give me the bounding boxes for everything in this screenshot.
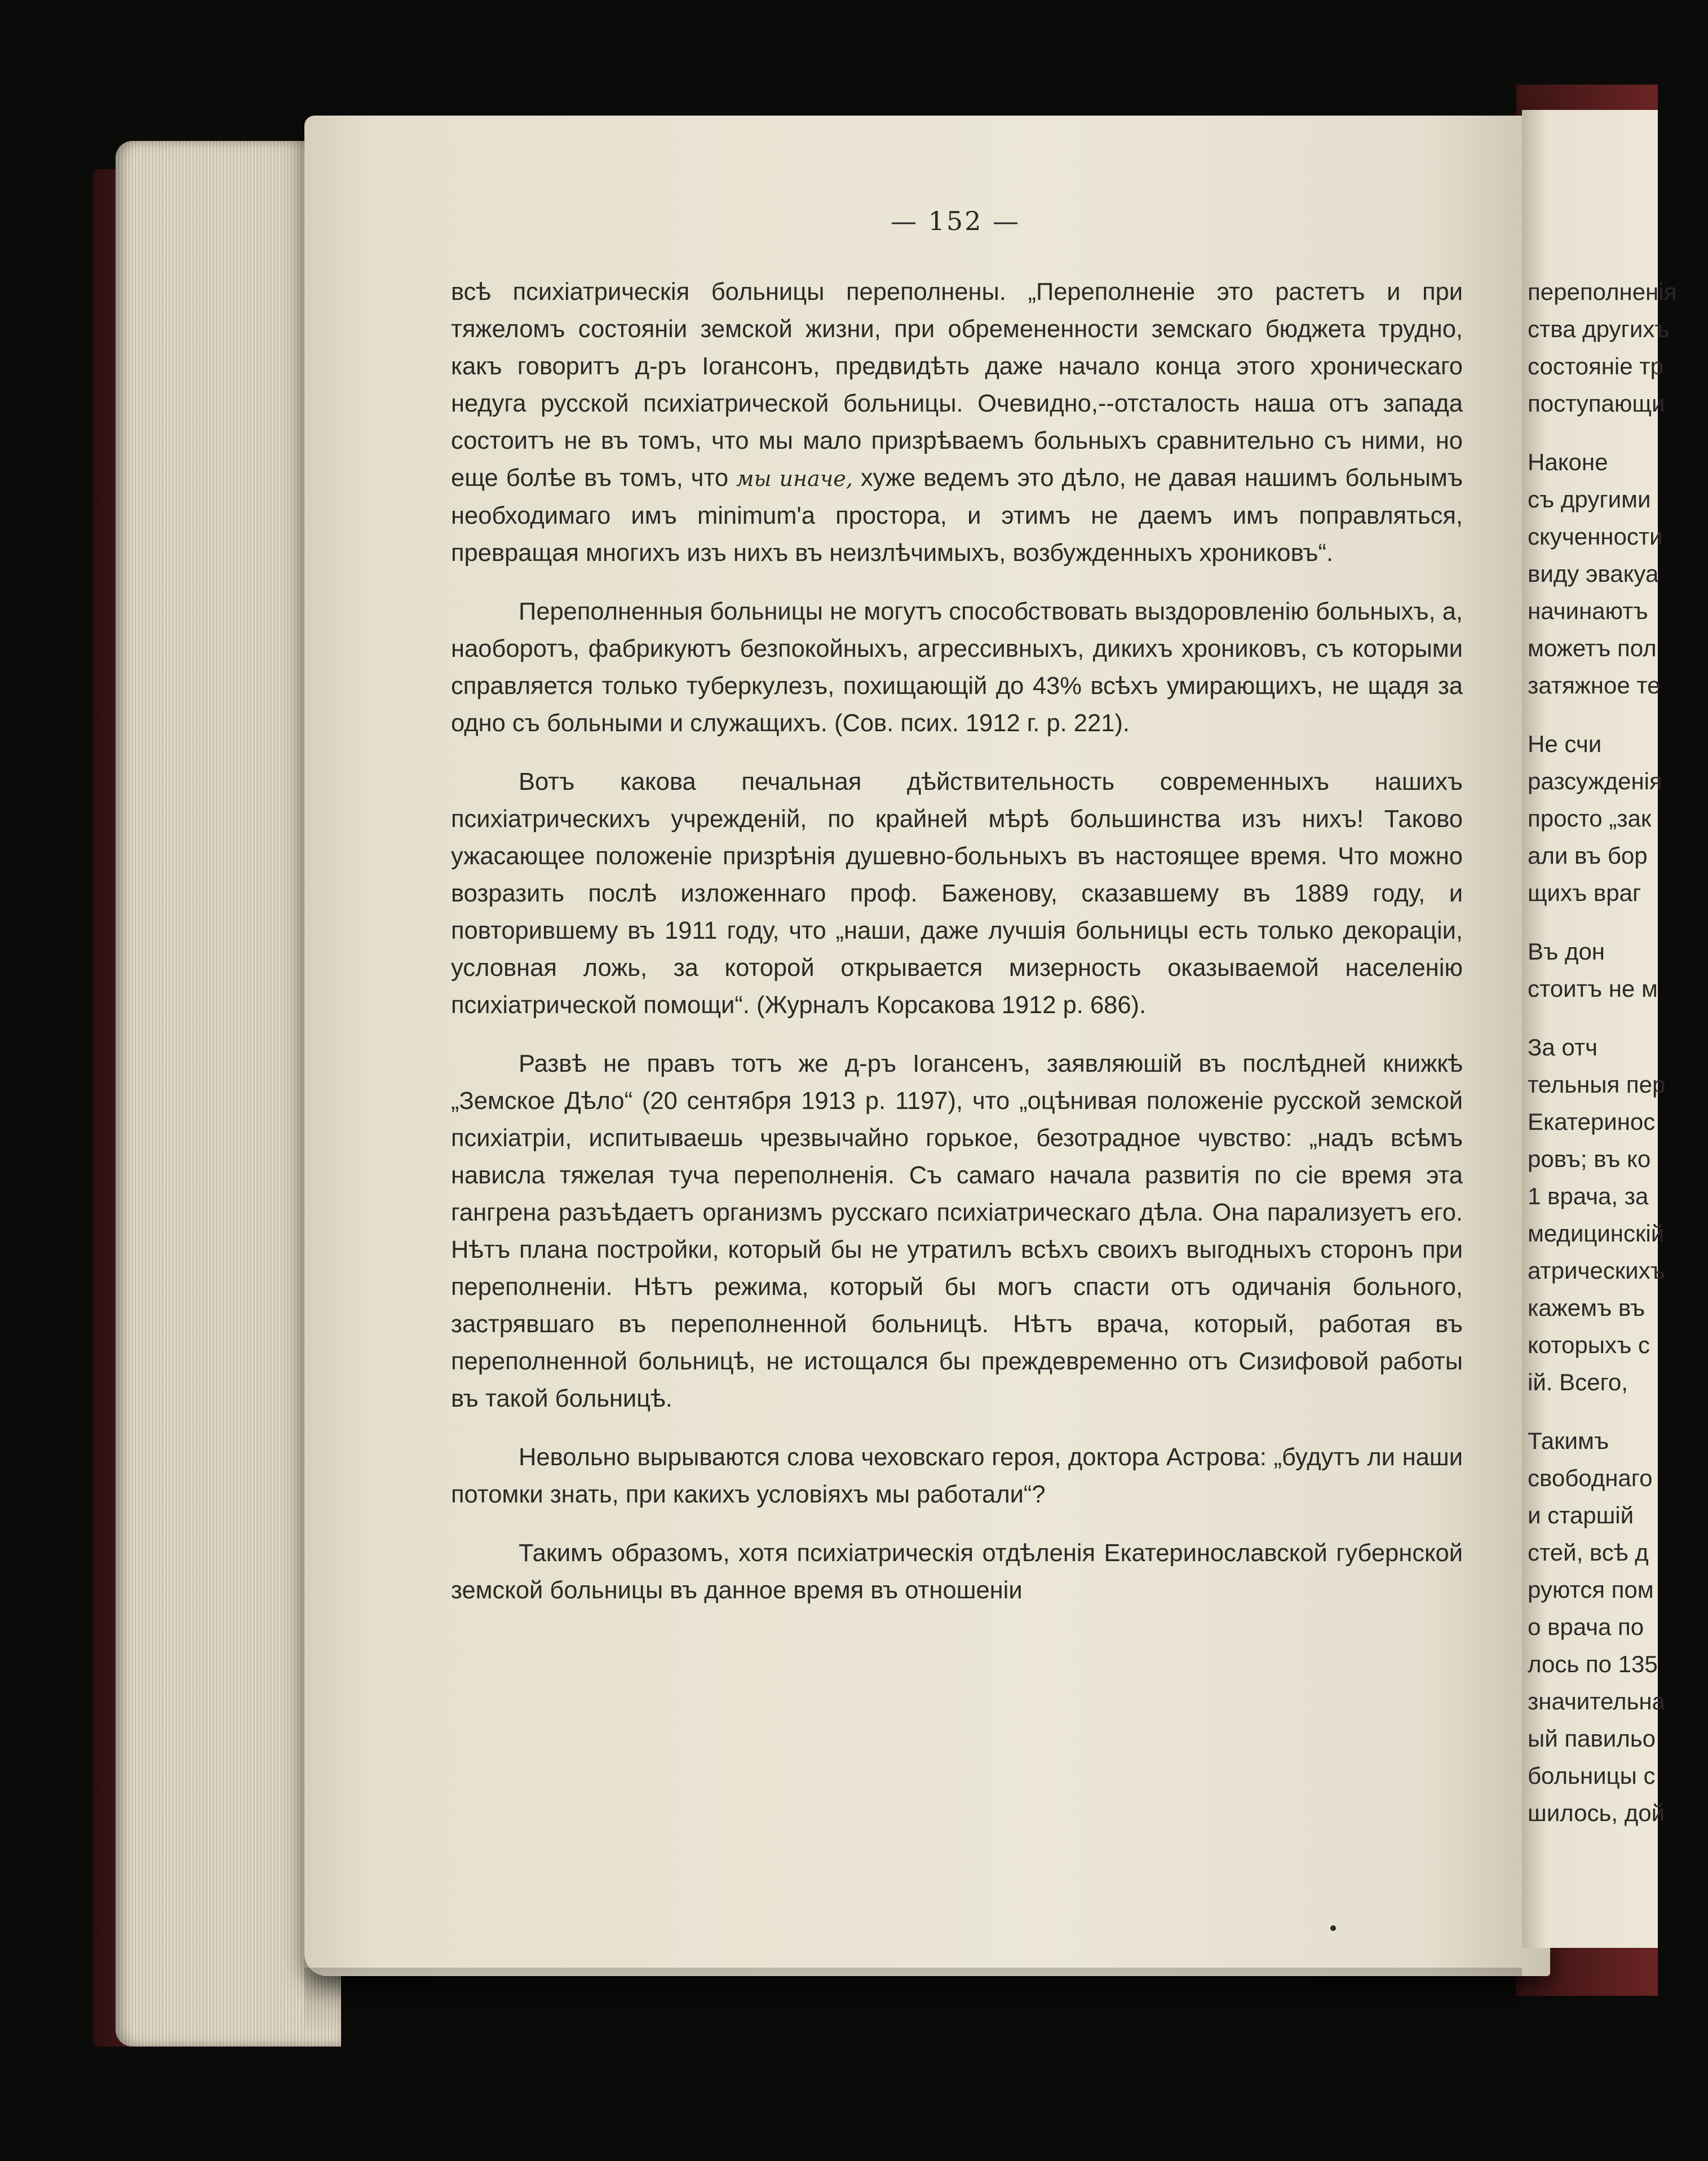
page-text <box>451 273 1463 1630</box>
next-page-line: которыхъ с <box>1528 1332 1650 1358</box>
next-page-gap <box>1528 912 1708 933</box>
next-page-line: виду эвакуа <box>1528 560 1659 587</box>
next-page-line: стоитъ не м <box>1528 975 1658 1002</box>
paragraph-1-end: хуже ведемъ это дѣло, не давая нашимъ больнымъ необходимаго имъ minimum'а простора, и этимъ не даемъ имъ поправляться, превращая многихъ изъ нихъ въ неизлѣчимыхъ, возбужденныхъ хрониковъ“. <box>451 465 1463 567</box>
next-page-line: стей, всѣ д <box>1528 1539 1649 1566</box>
next-page-gap <box>1528 704 1708 726</box>
next-page-line: щихъ враг <box>1528 880 1641 906</box>
next-page-line: поступающи <box>1528 390 1665 417</box>
next-page-line: начинаютъ <box>1528 598 1648 624</box>
paragraph-4: Развѣ не правъ тотъ же д-ръ Іогансенъ, заявляюшій въ послѣдней книжкѣ „Земское Дѣло“ (20 сентября 1913 р. 1197), что „оцѣнивая положеніе русской земской психіатріи, испитываешь чрезвычайно горькое, безотрадное чувство: „надъ всѣмъ нависла тяжелая туча переполненія. Съ самаго начала развитія по сіе время эта гангрена разъѣдаетъ организмъ русскаго психіатрическаго дѣла. Она парализуетъ его. Нѣтъ плана постройки, который бы не утратилъ всѣхъ своихъ выгодныхъ сторонъ при переполненіи. Нѣтъ режима, который бы могъ спасти отъ одичанія больного, застрявшаго въ переполненной больницѣ. Нѣтъ врача, который, работая въ переполненной больницѣ, не истощался бы преждевременно отъ Сизифовой работы въ такой больницѣ. <box>451 1050 1463 1412</box>
next-page-line: значительна <box>1528 1688 1665 1714</box>
next-page-gap <box>1528 422 1708 444</box>
next-page-line: съ другими <box>1528 486 1651 512</box>
next-page-line: руются пом <box>1528 1576 1654 1603</box>
next-page-line: ства другихъ <box>1528 316 1670 342</box>
paragraph-5: Невольно вырываются слова чеховскаго героя, доктора Астрова: „будутъ ли наши потомки знать, при какихъ условіяхъ мы работали“? <box>451 1444 1463 1508</box>
paragraph-6: Такимъ образомъ, хотя психіатрическія отдѣленія Екатеринославской губернской земской больницы въ данное время въ отношеніи <box>451 1540 1463 1604</box>
next-page-line: и старшій <box>1528 1502 1634 1528</box>
next-page-line: За отч <box>1528 1034 1598 1060</box>
paragraph-3: Вотъ какова печальная дѣйствительность современныхъ нашихъ психіатрическихъ учрежденій, по крайней мѣрѣ большинства изъ нихъ! Таково ужасающее положеніе призрѣнія душевно-больныхъ въ настоящее время. Что можно возразить послѣ изложеннаго проф. Баженову, сказавшему въ 1889 году, и повторившему въ 1911 году, что „наши, даже лучшія больницы есть только декораціи, условная ложь, за которой открывается мизерность оказываемой населенію психіатрической помощи“. (Журналъ Корсакова 1912 р. 686). <box>451 768 1463 1019</box>
next-page-line: али въ бор <box>1528 842 1648 869</box>
next-page-line: тельныя пер <box>1528 1071 1666 1098</box>
paragraph-2: Переполненныя больницы не могутъ способствовать выздоровленію больныхъ, а, наоборотъ, фабрикуютъ безпокойныхъ, агрессивныхъ, дикихъ хрониковъ, съ которыми справляется только туберкулезъ, похищающій до 43% всѣхъ умирающихъ, не щадя за одно съ больными и служащихъ. (Сов. псих. 1912 г. р. 221). <box>451 598 1463 737</box>
next-page-line: переполненія <box>1528 279 1677 305</box>
next-page-line: Въ дон <box>1528 938 1605 965</box>
paragraph-1-start: всѣ психіатрическія больницы переполнены. „Переполненіе это растетъ и при тяжеломъ состояніи земской жизни, при обремененности земскаго бюджета трудно, какъ говоритъ д-ръ Іогансонъ, предвидѣть даже начало конца этого хроническаго недуга русской психіатрической больницы. Очевидно,--отсталость наша отъ запада состоитъ не въ томъ, что мы мало призрѣваемъ больныхъ сравнительно съ ними, но еще болѣе въ томъ, что <box>451 279 1463 492</box>
next-page-line: лось по 135 <box>1528 1651 1658 1677</box>
next-page-line: затяжное те <box>1528 672 1661 699</box>
next-page-line: просто „зак <box>1528 805 1652 832</box>
next-page-line: состояніе тр <box>1528 353 1663 379</box>
next-page-line: Наконе <box>1528 449 1608 475</box>
next-page-line: скученности <box>1528 523 1663 550</box>
page-number: — 152 — <box>891 206 1021 236</box>
next-page-line: ій. Всего, <box>1528 1369 1628 1395</box>
next-page-gap <box>1528 1401 1708 1422</box>
next-page-line: Екатеринос <box>1528 1108 1656 1135</box>
next-page-line: можетъ пол <box>1528 635 1657 661</box>
next-page-line: о врача по <box>1528 1614 1644 1640</box>
page-bottom-shadow <box>304 1968 1522 2035</box>
next-page-line: Такимъ <box>1528 1428 1609 1454</box>
next-page-line: Не счи <box>1528 731 1602 757</box>
next-page-line: атрическихъ <box>1528 1257 1665 1284</box>
next-page-line: ровъ; въ ко <box>1528 1146 1651 1172</box>
paragraph-1 <box>451 273 1463 572</box>
next-page-text <box>1528 273 1708 1832</box>
next-page-line: медицинскій <box>1528 1220 1665 1247</box>
next-page-line: шилось, дой <box>1528 1800 1665 1826</box>
paragraph-1-italic: мы иначе, <box>736 466 853 491</box>
next-page-line: ый павильо <box>1528 1725 1656 1752</box>
next-page-line: свободнаго <box>1528 1465 1653 1491</box>
next-page-line: 1 врача, за <box>1528 1183 1649 1209</box>
next-page-line: больницы с <box>1528 1762 1656 1789</box>
next-page-gap <box>1528 1007 1708 1029</box>
next-page-line: кажемъ въ <box>1528 1294 1645 1321</box>
next-page-line: разсужденія <box>1528 768 1662 794</box>
ink-dot <box>1330 1925 1336 1931</box>
